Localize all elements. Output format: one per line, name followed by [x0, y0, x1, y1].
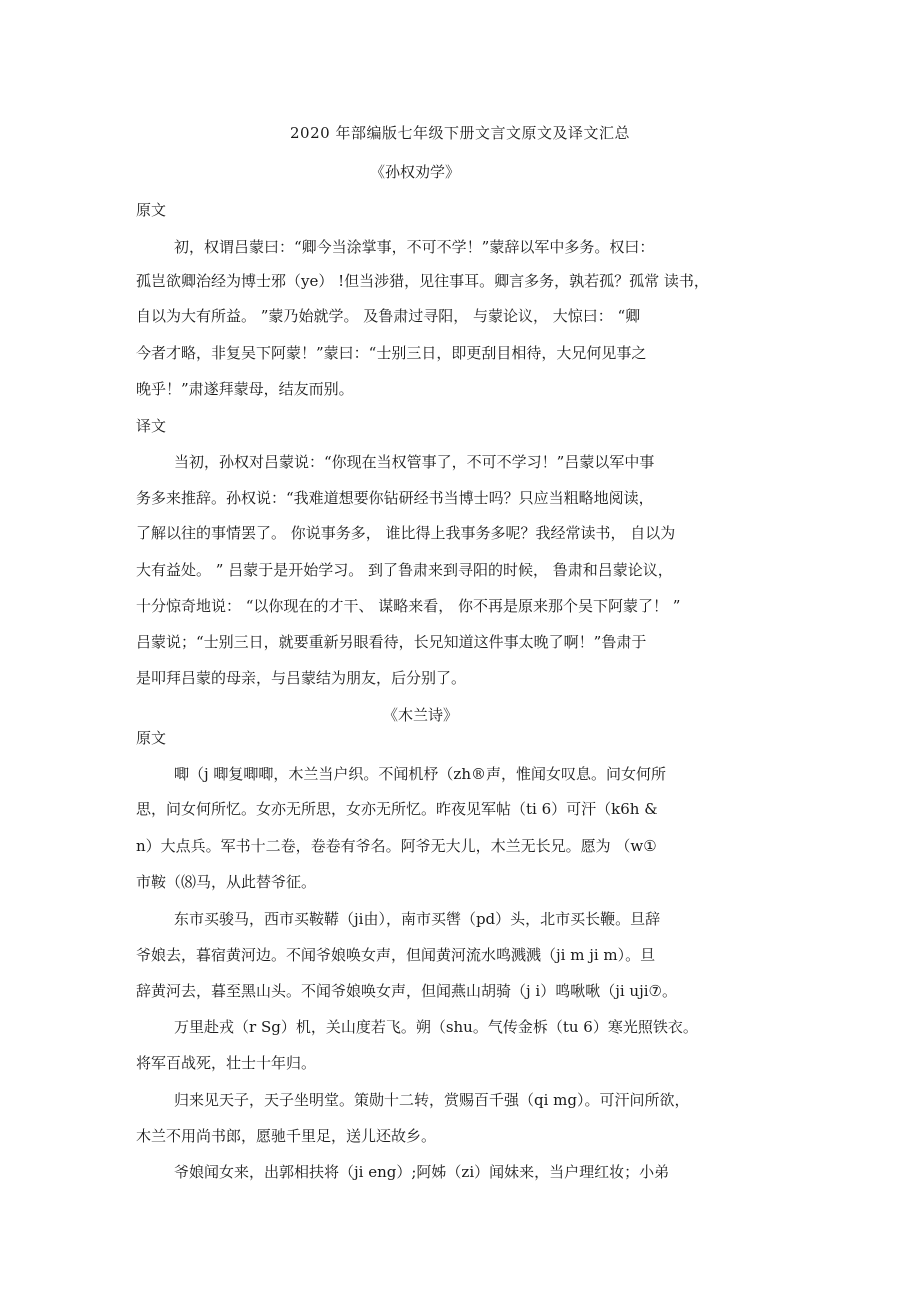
text-line: 东市买骏马，西市买鞍鞯（ji由），南市买辔（pd）头，北市买长鞭。旦辞 — [174, 910, 661, 928]
text-line: 初，权谓吕蒙曰：“卿今当涂掌事，不可不学！”蒙辞以军中多务。权曰： — [174, 238, 655, 256]
text-line: 今者才略，非复吴下阿蒙！”蒙曰：“士别三日，即更刮目相待，大兄何见事之 — [136, 344, 647, 362]
text-line: 市鞍（⑻马，从此替爷征。 — [136, 873, 317, 891]
document-title: 2020 年部编版七年级下册文言文原文及译文汇总 — [290, 124, 630, 142]
text-line: 十分惊奇地说： “以你现在的才干、 谋略来看， 你不再是原来那个吴下阿蒙了！ ” — [136, 597, 681, 615]
text-line: 孤岂欲卿治经为博士邪（ye） !但当涉猎，见往事耳。卿言多务，孰若孤？孤常 读书， — [136, 272, 709, 290]
text-line: 爷娘去，暮宿黄河边。不闻爷娘唤女声，但闻黄河流水鸣溅溅（ji m ji m）。旦 — [136, 946, 656, 964]
text-line: 当初，孙权对吕蒙说：“你现在当权管事了，不可不学习！”吕蒙以军中事 — [174, 453, 655, 471]
text-line: 唧（j 唧复唧唧，木兰当户织。不闻机杼（zh®声，惟闻女叹息。问女何所 — [174, 765, 666, 783]
original-label: 原文 — [136, 729, 167, 747]
section-heading-sunquan: 《孙权劝学》 — [370, 163, 461, 181]
text-line: 将军百战死，壮士十年归。 — [136, 1054, 317, 1072]
original-label: 原文 — [136, 201, 167, 219]
text-line: 归来见天子，天子坐明堂。策勋十二转，赏赐百千强（qi mg）。可汗问所欲， — [174, 1091, 690, 1109]
text-line: 思，问女何所忆。女亦无所思，女亦无所忆。昨夜见军帖（ti 6）可汗（k6h & — [136, 800, 658, 818]
text-line: 万里赴戎（r Sg）机，关山度若飞。朔（shu。气传金柝（tu 6）寒光照铁衣。 — [174, 1018, 698, 1036]
text-line: 自以为大有所益。 ”蒙乃始就学。 及鲁肃过寻阳， 与蒙论议， 大惊曰： “卿 — [136, 307, 641, 325]
text-line: 爷娘闻女来，出郭相扶将（ji eng）;阿姊（zi）闻妹来，当户理红妆；小弟 — [174, 1163, 670, 1181]
translation-label: 译文 — [136, 417, 167, 435]
text-line: 晚乎！”肃遂拜蒙母，结友而别。 — [136, 380, 354, 398]
section-heading-mulan: 《木兰诗》 — [383, 706, 459, 724]
text-line: 务多来推辞。孙权说：“我难道想要你钻研经书当博士吗？只应当粗略地阅读， — [136, 489, 654, 507]
text-line: n）大点兵。军书十二卷，卷卷有爷名。阿爷无大儿，木兰无长兄。愿为 （w① — [136, 837, 657, 855]
text-line: 辞黄河去，暮至黑山头。不闻爷娘唤女声，但闻燕山胡骑（j i）鸣啾啾（ji uji⑦。 — [136, 982, 677, 1000]
text-line: 吕蒙说；“士别三日，就要重新另眼看待，长兄知道这件事太晚了啊！”鲁肃于 — [136, 633, 647, 651]
text-line: 了解以往的事情罢了。 你说事务多， 谁比得上我事务多呢？我经常读书， 自以为 — [136, 524, 676, 542]
text-line: 是叩拜吕蒙的母亲，与吕蒙结为朋友，后分别了。 — [136, 669, 467, 687]
text-line: 木兰不用尚书郎，愿驰千里足，送儿还故乡。 — [136, 1127, 437, 1145]
text-line: 大有益处。 ” 吕蒙于是开始学习。 到了鲁肃来到寻阳的时候， 鲁肃和吕蒙论议， — [136, 561, 673, 579]
